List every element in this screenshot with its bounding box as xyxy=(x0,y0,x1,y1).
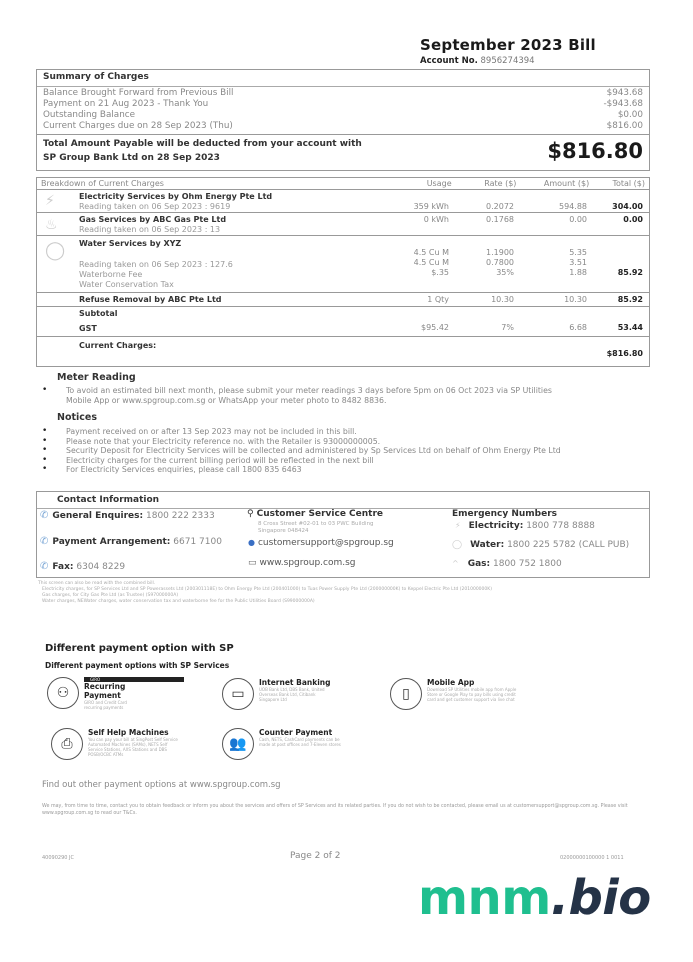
gas-rate: 0.1768 xyxy=(486,215,514,224)
water-drop-icon: ◯ xyxy=(45,240,66,261)
header-total: Total ($) xyxy=(612,179,645,188)
electricity-row xyxy=(37,190,649,213)
notice-item: • Electricity charges for the current billing period will be reflected in the next bill xyxy=(36,456,656,466)
fax-label: Fax: xyxy=(52,562,74,572)
current-charges-total: $816.80 xyxy=(606,349,643,358)
refuse-amount: 10.30 xyxy=(564,294,587,304)
water-drop-icon: ◯ xyxy=(452,540,463,550)
counter-payment-title: Counter Payment xyxy=(259,728,333,737)
elec-value: 1800 778 8888 xyxy=(526,521,595,531)
self-help-title: Self Help Machines xyxy=(88,728,169,737)
gst-total: 53.44 xyxy=(617,323,643,332)
mobile-phone-icon: ▯ xyxy=(390,678,422,710)
summary-line xyxy=(37,99,649,110)
total-label-1: Total Amount Payable will be deducted from your account with xyxy=(43,139,362,149)
footer-right-code: 02000000100000 1 0011 xyxy=(560,855,624,861)
notices-list xyxy=(36,427,656,475)
water-tax-amount: 1.88 xyxy=(569,268,587,277)
meter-text-1: To avoid an estimated bill next month, please submit your meter readings 3 days before 5pm on 06 Oct 2023 via SP Utilities xyxy=(66,386,552,395)
internet-banking-title: Internet Banking xyxy=(259,678,331,687)
waterborne-amount: 3.51 xyxy=(569,258,587,267)
csc-address-1: 8 Cross Street #02-01 to 03 PWC Building xyxy=(258,521,374,527)
logo-text-bio: .bio xyxy=(550,870,651,926)
header-desc: Breakdown of Current Charges xyxy=(41,179,164,188)
recurring-badge: GIRO xyxy=(84,677,184,682)
gst-amount: 6.68 xyxy=(569,323,587,332)
self-help-desc: You can pay your bill at SingPost Self Service Automated Machines (SAMs), NETS Self Service Stations, AXS Stations and DBS POSB/OCBC ATMs xyxy=(88,737,178,757)
notices-title: Notices xyxy=(57,412,98,423)
gas-amount: 0.00 xyxy=(569,215,587,224)
general-value: 1800 222 2333 xyxy=(146,511,215,521)
water-reading-rate: 1.1900 xyxy=(486,248,514,257)
emergency-title: Emergency Numbers xyxy=(452,509,558,519)
header-amount: Amount ($) xyxy=(543,179,590,188)
water-row xyxy=(37,236,649,293)
water-reading-amount: 5.35 xyxy=(569,248,587,257)
summary-title: Summary of Charges xyxy=(37,70,649,87)
waterborne-rate: 0.7800 xyxy=(486,258,514,267)
recurring-payment-icon: ⚇ xyxy=(47,677,79,709)
summary-line-amount: $816.00 xyxy=(606,121,643,131)
flame-icon: ♨ xyxy=(45,217,58,233)
gas-reading: Reading taken on 06 Sep 2023 : 13 xyxy=(79,225,221,234)
gas-total: 0.00 xyxy=(623,215,643,224)
refuse-title: Refuse Removal by ABC Pte Ltd xyxy=(79,295,222,304)
email-icon: ● xyxy=(248,538,255,547)
mobile-app-desc: Download SP Utilities mobile app from Apple Store or Google Play to pay bills using credit card and get customer support via live chat xyxy=(427,687,517,702)
page-number: Page 2 of 2 xyxy=(290,851,341,861)
summary-line-label: Outstanding Balance xyxy=(43,110,136,120)
fineprint-line: Water charges, NEWater charges, water conservation tax and waterborne fee for the Public Utilities Board (S99000000A) xyxy=(42,599,315,604)
total-label-2: SP Group Bank Ltd on 28 Sep 2023 xyxy=(43,153,220,163)
summary-line-label: Current Charges due on 28 Sep 2023 (Thu) xyxy=(43,121,233,131)
refuse-total: 85.92 xyxy=(617,294,643,304)
counter-people-icon: 👥 xyxy=(222,728,254,760)
fineprint-line: This screen can also be read with the combined bill. xyxy=(38,581,156,586)
summary-line-label: Balance Brought Forward from Previous Bill xyxy=(43,88,234,98)
current-charges-row xyxy=(37,337,649,363)
footer-left-code: 40090290 JC xyxy=(42,855,75,861)
fax xyxy=(40,561,125,572)
refuse-usage: 1 Qty xyxy=(427,294,449,304)
summary-line-amount: $943.68 xyxy=(606,88,643,98)
water-reading: Reading taken on 06 Sep 2023 : 127.6 xyxy=(79,260,233,269)
payment-options-title: Different payment option with SP xyxy=(45,643,234,654)
bill-title: September 2023 Bill xyxy=(420,36,596,54)
subtotal-gst-row xyxy=(37,307,649,337)
summary-line xyxy=(37,110,649,121)
total-amount: $816.80 xyxy=(547,139,643,163)
location-pin-icon: ⚲ xyxy=(247,509,254,519)
header-usage: Usage xyxy=(426,179,452,188)
summary-line-label: Payment on 21 Aug 2023 - Thank You xyxy=(43,99,209,109)
meter-reading-title: Meter Reading xyxy=(57,372,136,383)
mobile-app-title: Mobile App xyxy=(427,678,475,687)
refuse-rate: 10.30 xyxy=(491,294,514,304)
email-link[interactable] xyxy=(248,538,394,548)
elec-label: Electricity: xyxy=(468,521,524,531)
fineprint xyxy=(38,581,658,605)
recurring-title: Recurring Payment xyxy=(84,682,126,700)
summary-line-amount: $0.00 xyxy=(617,110,643,120)
electricity-usage: 359 kWh xyxy=(413,202,449,211)
notice-item: • Security Deposit for Electricity Services will be collected and administered by Sp Services Ltd on behalf of Ohm Energy Pte Ltd xyxy=(36,446,656,456)
waterborne-fee-label: Waterborne Fee xyxy=(79,270,143,279)
summary-line xyxy=(37,121,649,132)
summary-line-amount: -$943.68 xyxy=(603,99,643,109)
payment-option-counter[interactable] xyxy=(222,728,344,760)
fax-value: 6304 8229 xyxy=(76,562,126,572)
summary-lines xyxy=(37,87,649,135)
water-tax-usage: $.35 xyxy=(431,268,449,277)
internet-banking-desc: UOB Bank Ltd, DBS Bank, United Overseas Bank Ltd, Citibank Singapore Ltd xyxy=(259,687,325,702)
water-total: 85.92 xyxy=(617,268,643,277)
notice-item: • Please note that your Electricity reference no. with the Retailer is 93000000005. xyxy=(36,437,656,447)
payment-label: Payment Arrangement: xyxy=(52,537,171,547)
account-label: Account No. xyxy=(420,56,478,66)
meter-reading-item xyxy=(36,386,656,405)
header-rate: Rate ($) xyxy=(484,179,517,188)
fax-icon: ✆ xyxy=(40,561,49,572)
gst-usage: $95.42 xyxy=(421,323,449,332)
customer-service-centre xyxy=(247,509,383,519)
water-value: 1800 225 5782 (CALL PUB) xyxy=(507,540,630,550)
payment-option-recurring[interactable] xyxy=(47,677,184,710)
website-value[interactable]: www.spgroup.com.sg xyxy=(259,558,356,568)
general-label: General Enquires: xyxy=(52,511,144,521)
electricity-reading: Reading taken on 06 Sep 2023 : 9619 xyxy=(79,202,231,211)
emergency-electricity xyxy=(455,521,595,531)
payment-options-subtitle: Different payment options with SP Services xyxy=(45,661,230,670)
watermark-logo xyxy=(418,870,651,926)
payment-option-internet-banking[interactable] xyxy=(222,678,331,710)
gst-label: GST xyxy=(79,324,97,333)
total-payable xyxy=(37,135,649,167)
breakdown-header xyxy=(37,178,649,190)
logo-text-mnm: mnm xyxy=(418,870,551,926)
gas-title: Gas Services by ABC Gas Pte Ltd xyxy=(79,215,227,224)
account-number xyxy=(420,56,535,66)
waterborne-usage: 4.5 Cu M xyxy=(413,258,449,267)
summary-line xyxy=(37,88,649,99)
refuse-row xyxy=(37,293,649,307)
water-tax-label: Water Conservation Tax xyxy=(79,280,174,289)
gst-rate: 7% xyxy=(501,323,514,332)
gas-label: Gas: xyxy=(467,559,491,569)
website-link[interactable] xyxy=(248,558,356,568)
phone-icon: ✆ xyxy=(40,536,49,547)
csc-title: Customer Service Centre xyxy=(256,509,384,519)
emergency-gas xyxy=(452,559,562,569)
water-reading-usage: 4.5 Cu M xyxy=(413,248,449,257)
electricity-title: Electricity Services by Ohm Energy Pte Ltd xyxy=(79,192,273,201)
electricity-total: 304.00 xyxy=(612,202,643,211)
emergency-water xyxy=(452,540,629,550)
water-tax-rate: 35% xyxy=(496,268,514,277)
flame-icon: ^ xyxy=(452,559,459,568)
lightning-icon: ⚡ xyxy=(455,521,461,530)
electricity-amount: 594.88 xyxy=(559,202,587,211)
find-more-payment-options: Find out other payment options at www.spgroup.com.sg xyxy=(42,780,281,790)
gas-row xyxy=(37,213,649,236)
kiosk-icon: ⎙ xyxy=(51,728,83,760)
water-label: Water: xyxy=(470,540,505,550)
account-value: 8956274394 xyxy=(480,56,535,66)
payment-arrangement xyxy=(40,536,222,547)
emergency-numbers-title xyxy=(452,509,557,519)
fineprint-line: Electricity charges, for SP Services Ltd and SP Powerassets Ltd (200301118E) to Ohm Energy Pte Ltd (200401000) to Tuas Power Supply Pte Ltd (200000000K) to Keppel Electric Pte Ltd (201000000K) xyxy=(42,587,492,592)
meter-reading-list xyxy=(36,386,656,405)
gas-value: 1800 752 1800 xyxy=(493,559,562,569)
notice-item: • For Electricity Services enquiries, please call 1800 835 6463 xyxy=(36,465,656,475)
computer-icon: ▭ xyxy=(222,678,254,710)
payment-option-self-help[interactable] xyxy=(51,728,183,760)
lightning-icon: ⚡ xyxy=(45,193,55,209)
fineprint-line: Gas charges, for City Gas Pte Ltd (as Trustee) (S97000000A) xyxy=(42,593,179,598)
water-title: Water Services by XYZ xyxy=(79,239,182,248)
notice-item: • Payment received on or after 13 Sep 2023 may not be included in this bill. xyxy=(36,427,656,437)
disclaimer: We may, from time to time, contact you to obtain feedback or inform you about the services and offers of SP Services and its related parties. If you do not wish to be contacted, please email us at customersupport@spgroup.com.sg. Please visit www.spgroup.com.sg to read our T&Cs. xyxy=(42,804,628,816)
payment-value: 6671 7100 xyxy=(173,537,222,547)
current-charges-label: Current Charges: xyxy=(79,341,157,350)
meter-text-2: Mobile App or www.spgroup.com.sg or WhatsApp your meter photo to 8482 8836. xyxy=(66,395,387,405)
csc-address xyxy=(258,521,374,535)
recurring-desc: GIRO and Credit Card recurring payments xyxy=(84,700,127,710)
gas-usage: 0 kWh xyxy=(423,215,449,224)
contact-title: Contact Information xyxy=(37,492,649,509)
phone-icon: ✆ xyxy=(40,510,49,521)
electricity-rate: 0.2072 xyxy=(486,202,514,211)
web-icon: ▭ xyxy=(248,558,257,568)
breakdown-table xyxy=(36,177,650,367)
summary-of-charges xyxy=(36,69,650,171)
general-enquiries xyxy=(40,510,215,521)
payment-option-mobile-app[interactable] xyxy=(390,678,517,710)
counter-payment-desc: Cash, NETS, CashCard payments can be made at post offices and 7-Eleven stores xyxy=(259,737,341,747)
email-value[interactable]: customersupport@spgroup.sg xyxy=(257,538,394,548)
subtotal-label: Subtotal xyxy=(79,309,118,318)
csc-address-2: Singapore 048424 xyxy=(258,528,309,534)
